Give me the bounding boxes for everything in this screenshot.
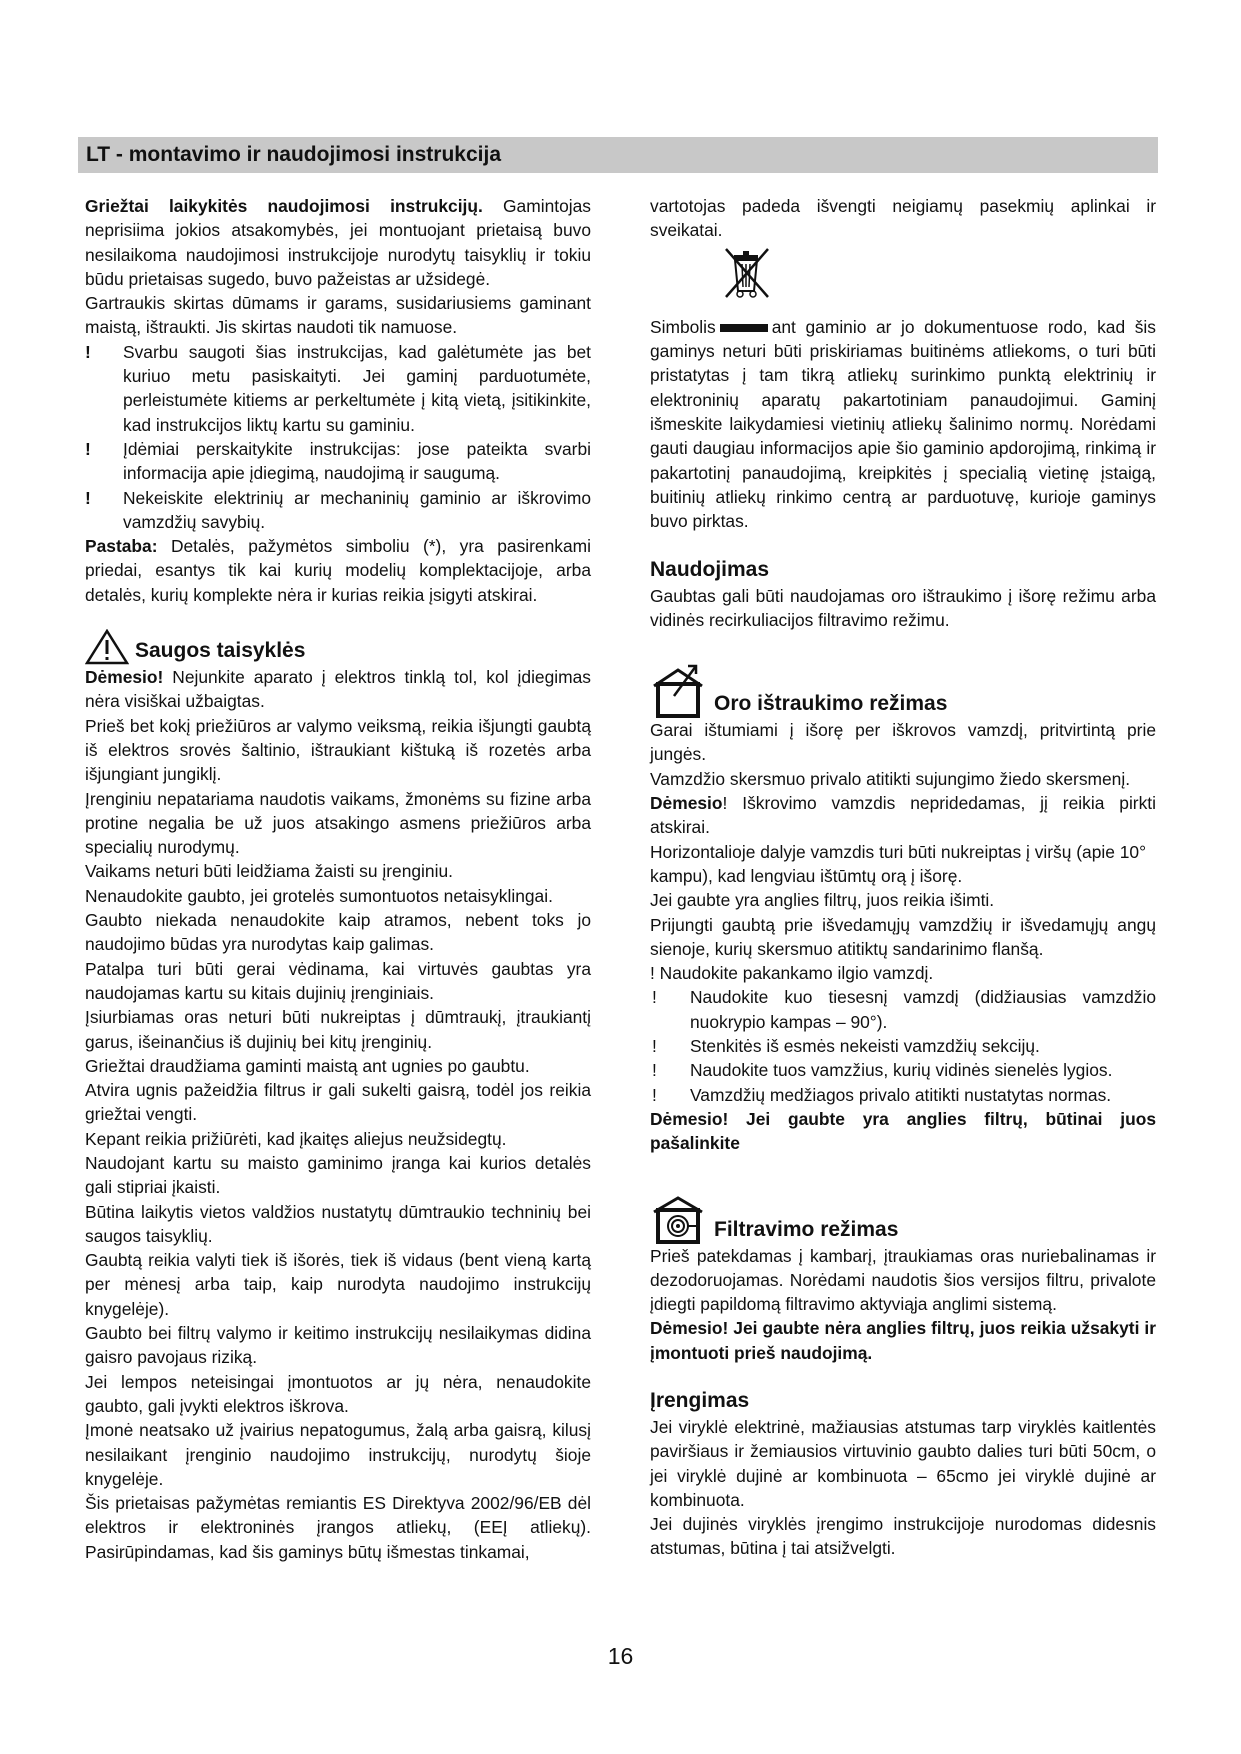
extraction-title: Oro ištraukimo režimas xyxy=(714,692,948,716)
bullet-text: Įdėmiai perskaitykite instrukcijas: jose pateikta svarbi informacija apie įdiegimą, naudojimą ir saugumą. xyxy=(123,438,591,484)
bullet-item xyxy=(650,985,1156,1034)
symbol-post: ant gaminio ar jo dokumentuose rodo, kad šis gaminys neturi būti priskiriamas buitinėms atliekoms, o turi būti pristatytas į tam tikrą atliekų surinkimo punktą elektrinių ir elektroninių aparatų pakartotiniam panaudojimui. Gaminį išmeskite laikydamiesi vietinių atliekų šalinimo normų. Norėdami gauti daugiau informacijos apie šio gaminio apdorojimą, rinkimą ir pakartotinį panaudojimą, kreipkitės į specialią vietinę įstaigą, buitinių atliekų rinkimo centrą ar parduotuvę, kurioje gaminys buvo pirktas. xyxy=(650,316,1156,532)
symbol-paragraph xyxy=(650,315,1156,534)
bullet-item xyxy=(85,340,591,437)
extraction-heading xyxy=(650,662,1156,718)
symbol-pre: Simbolis xyxy=(650,316,716,337)
filter-title: Filtravimo režimas xyxy=(714,1217,899,1241)
safety-paragraph: Įsiurbiamas oras neturi būti nukreiptas į dūmtraukį, įtraukiantį garus, išeinančius iš dujinių bei kitų įrenginių. xyxy=(85,1007,591,1052)
note-paragraph xyxy=(85,534,591,607)
intro-rest: Gamintojas neprisiima jokios atsakomybės, jei montuojant prietaisą buvo nesilaikoma naudojimosi instrukcijoje nurodytų taisyklių ir tokiu būdu prietaisas sugedo, buvo pažeistas ar užsidegė. xyxy=(85,196,591,289)
safety-paragraph: Prieš bet kokį priežiūros ar valymo veiksmą, reikia išjungti gaubtą iš elektros srovės šaltinio, ištraukiant kištuką iš rozetės arba išjungiant jungiklį. xyxy=(85,715,591,785)
attention-label: Dėmesio! xyxy=(85,667,164,688)
left-column xyxy=(85,194,591,1564)
bullet-item xyxy=(85,486,591,535)
safety-paragraph: Įmonė neatsako už įvairius nepatogumus, žalą arba gaisrą, kilusį nesilaikant įrenginio naudojimo instrukcijų, nurodytų šioje knygelėje. xyxy=(85,1420,591,1489)
exclamation-icon: ! xyxy=(85,341,91,362)
safety-paragraph: Kepant reikia prižiūrėti, kad įkaitęs aliejus neužsidegtų. xyxy=(85,1128,507,1149)
weee-continued: vartotojas padeda išvengti neigiamų pasekmių aplinkai ir sveikatai. xyxy=(650,196,1156,241)
safety-paragraph: Nenaudokite gaubto, jei grotelės sumontuotos netaisyklingai. xyxy=(85,885,553,906)
install-title: Įrengimas xyxy=(650,1388,750,1412)
extraction-paragraph: Vamzdžio skersmuo privalo atitikti sujungimo žiedo skersmenį. xyxy=(650,768,1131,789)
usage-text: Gaubtas gali būti naudojamas oro ištraukimo į išorę režimu arba vidinės recirkuliacijos filtravimo režimu. xyxy=(650,585,1156,630)
extraction-paragraph: Horizontalioje dalyje vamzdis turi būti nukreiptas į viršų (apie 10° kampu), kad lengviau ištūmtų orą į išorę. xyxy=(650,841,1147,886)
house-filter-icon xyxy=(650,1194,710,1244)
safety-paragraph: Jei lempos neteisingai įmontuotos ar jų nėra, nenaudokite gaubto, gali įvykti elektros iškrova. xyxy=(85,1371,591,1416)
header-title: LT - montavimo ir naudojimosi instrukcija xyxy=(86,143,501,166)
bullet-item xyxy=(650,1083,1156,1107)
bullet-text: Naudokite kuo tiesesnį vamzdį (didžiausias vamzdžio nuokrypio kampas – 90°). xyxy=(690,987,1156,1032)
safety-paragraph: Gaubto bei filtrų valymo ir keitimo instrukcijų nesilaikymas didina gaisro pavojaus riziką. xyxy=(85,1323,591,1368)
black-bar-symbol-icon xyxy=(720,324,768,332)
attention-paragraph xyxy=(85,665,591,714)
safety-paragraph: Griežtai draudžiama gaminti maistą ant ugnies po gaubtu. xyxy=(85,1055,530,1076)
bullet-text: Naudokite tuos vamzžius, kurių vidinės sienelės lygios. xyxy=(690,1060,1113,1081)
exclamation-icon: ! xyxy=(652,1036,657,1057)
exclamation-icon: ! xyxy=(85,487,91,508)
extraction-short-bullet: ! Naudokite pakankamo ilgio vamzdį. xyxy=(650,963,934,984)
extraction-paragraph: Garai ištumiami į išorę per iškrovos vamzdį, pritvirtintą prie jungės. xyxy=(650,720,1156,765)
extraction-paragraph: Prijungti gaubtą prie išvedamųjų vamzdžių ir išvedamųjų angų sienoje, kurių skersmuo atitiktų sandarinimo flanšą. xyxy=(650,914,1156,959)
right-column xyxy=(650,194,1156,1561)
exclamation-icon: ! xyxy=(652,1060,657,1081)
warning-triangle-icon xyxy=(85,629,129,665)
purpose-paragraph: Gartraukis skirtas dūmams ir garams, susidariusiems gaminant maistą, ištraukti. Jis skirtas naudoti tik namuose. xyxy=(85,293,591,338)
bullet-text: Nekeiskite elektrinių ar mechaninių gaminio ar iškrovimo vamzdžių savybių. xyxy=(123,487,591,532)
bullet-text: Svarbu saugoti šias instrukcijas, kad galėtumėte jas bet kuriuo metu pasiskaityti. Jei gaminį parduotumėte, perleistumėte kitiems ar perkeltumėte į kitą vietą, įsitikinkite, kad instrukcijos liktų kartu su gaminiu. xyxy=(123,341,591,435)
extraction-attention xyxy=(650,791,1156,840)
safety-heading xyxy=(85,629,591,665)
page-number: 16 xyxy=(607,1643,634,1669)
intro-bold: Griežtai laikykitės naudojimosi instrukcijų. xyxy=(85,196,483,216)
bullet-item xyxy=(650,1034,1156,1058)
exclamation-icon: ! xyxy=(652,987,657,1008)
bullet-text: Vamzdžių medžiagos privalo atitikti nustatytas normas. xyxy=(690,1084,1112,1105)
safety-paragraph: Naudojant kartu su maisto gaminimo įranga kai kurios detalės gali stipriai įkaisti. xyxy=(85,1152,591,1198)
install-paragraph: Jei viryklė elektrinė, mažiausias atstumas tarp viryklės kaitlentės paviršiaus ir žemiausios virtuvinio gaubto dalies turi būti 50cm, o jei viryklė dujinė ar kombinuota – 65cmo jei viryklė dujinė ar kombinuota. xyxy=(650,1416,1156,1510)
note-text: Detalės, pažymėtos simboliu (*), yra pasirenkami priedai, esantys tik kai kurių modelių komplektacijoje, arba detalės, kurių komplekte nėra ir kurias reikia įsigyti atskirai. xyxy=(85,536,591,605)
crossed-wheelie-bin-icon xyxy=(720,245,774,301)
safety-paragraph: Patalpa turi būti gerai vėdinama, kai virtuvės gaubtas yra naudojamas kartu su kitais dujinių įrenginiais. xyxy=(85,958,591,1003)
bullet-item xyxy=(650,1058,1156,1082)
extraction-attention-label: Dėmesio xyxy=(650,793,723,814)
extraction-attention-text: ! Iškrovimo vamzdis nepridedamas, jį reikia pirkti atskirai. xyxy=(650,793,1156,838)
filter-warning: Dėmesio! Jei gaubte nėra anglies filtrų, juos reikia užsakyti ir įmontuoti prieš naudojimą. xyxy=(650,1318,1156,1363)
page-header xyxy=(78,137,1158,173)
usage-title: Naudojimas xyxy=(650,557,770,581)
exclamation-icon: ! xyxy=(85,438,91,459)
safety-title: Saugos taisyklės xyxy=(135,639,306,663)
intro-paragraph xyxy=(85,194,591,291)
house-extraction-icon xyxy=(650,662,710,718)
safety-paragraph: Atvira ugnis pažeidžia filtrus ir gali sukelti gaisrą, todėl jos reikia griežtai vengti. xyxy=(85,1080,591,1125)
filter-text: Prieš patekdamas į kambarį, įtraukiamas oras nuriebalinamas ir dezodoruojamas. Norėdami naudotis šios versijos filtru, privalote įdiegti papildomą filtravimo aktyviąja anglimi sistemą. xyxy=(650,1245,1156,1315)
bullet-text: Stenkitės iš esmės nekeisti vamzdžių sekcijų. xyxy=(690,1036,1040,1057)
note-label: Pastaba: xyxy=(85,536,158,557)
bullet-item xyxy=(85,437,591,486)
safety-paragraph: Vaikams neturi būti leidžiama žaisti su įrenginiu. xyxy=(85,861,453,882)
safety-paragraph: Būtina laikytis vietos valdžios nustatytų dūmtraukio techninių bei saugos taisyklių. xyxy=(85,1201,591,1246)
attention-text: Nejunkite aparato į elektros tinklą tol, kol įdiegimas nėra visiškai užbaigtas. xyxy=(85,667,591,712)
safety-paragraph: Įrenginiu nepatariama naudotis vaikams, žmonėms su fizine arba protine negalia be už juos atsakingo asmens priežiūros arba specialių nurodymų. xyxy=(85,788,591,858)
exclamation-icon: ! xyxy=(652,1084,657,1105)
safety-paragraph: Šis prietaisas pažymėtas remiantis ES Direktyva 2002/96/EB dėl elektros ir elektroninės įrangos atliekų, (EEĮ atliekų). Pasirūpindamas, kad šis gaminys būtų išmestas tinkamai, xyxy=(85,1493,591,1562)
extraction-paragraph: Jei gaubte yra anglies filtrų, juos reikia išimti. xyxy=(650,890,995,911)
crossed-bin-icon-wrapper xyxy=(720,245,1156,307)
extraction-warning: Dėmesio! Jei gaubte yra anglies filtrų, būtinai juos pašalinkite xyxy=(650,1108,1156,1154)
safety-paragraph: Gaubtą reikia valyti tiek iš išorės, tiek iš vidaus (bent vieną kartą per mėnesį arba taip, kaip nurodyta naudojimo instrukcijų knygelėje). xyxy=(85,1250,591,1319)
safety-paragraph: Gaubto niekada nenaudokite kaip atramos, nebent toks jo naudojimo būdas yra nurodytas kaip galimas. xyxy=(85,910,591,955)
filter-heading xyxy=(650,1194,1156,1244)
install-paragraph: Jei dujinės viryklės įrengimo instrukcijoje nurodomas didesnis atstumas, būtina į tai atsižvelgti. xyxy=(650,1514,1156,1559)
